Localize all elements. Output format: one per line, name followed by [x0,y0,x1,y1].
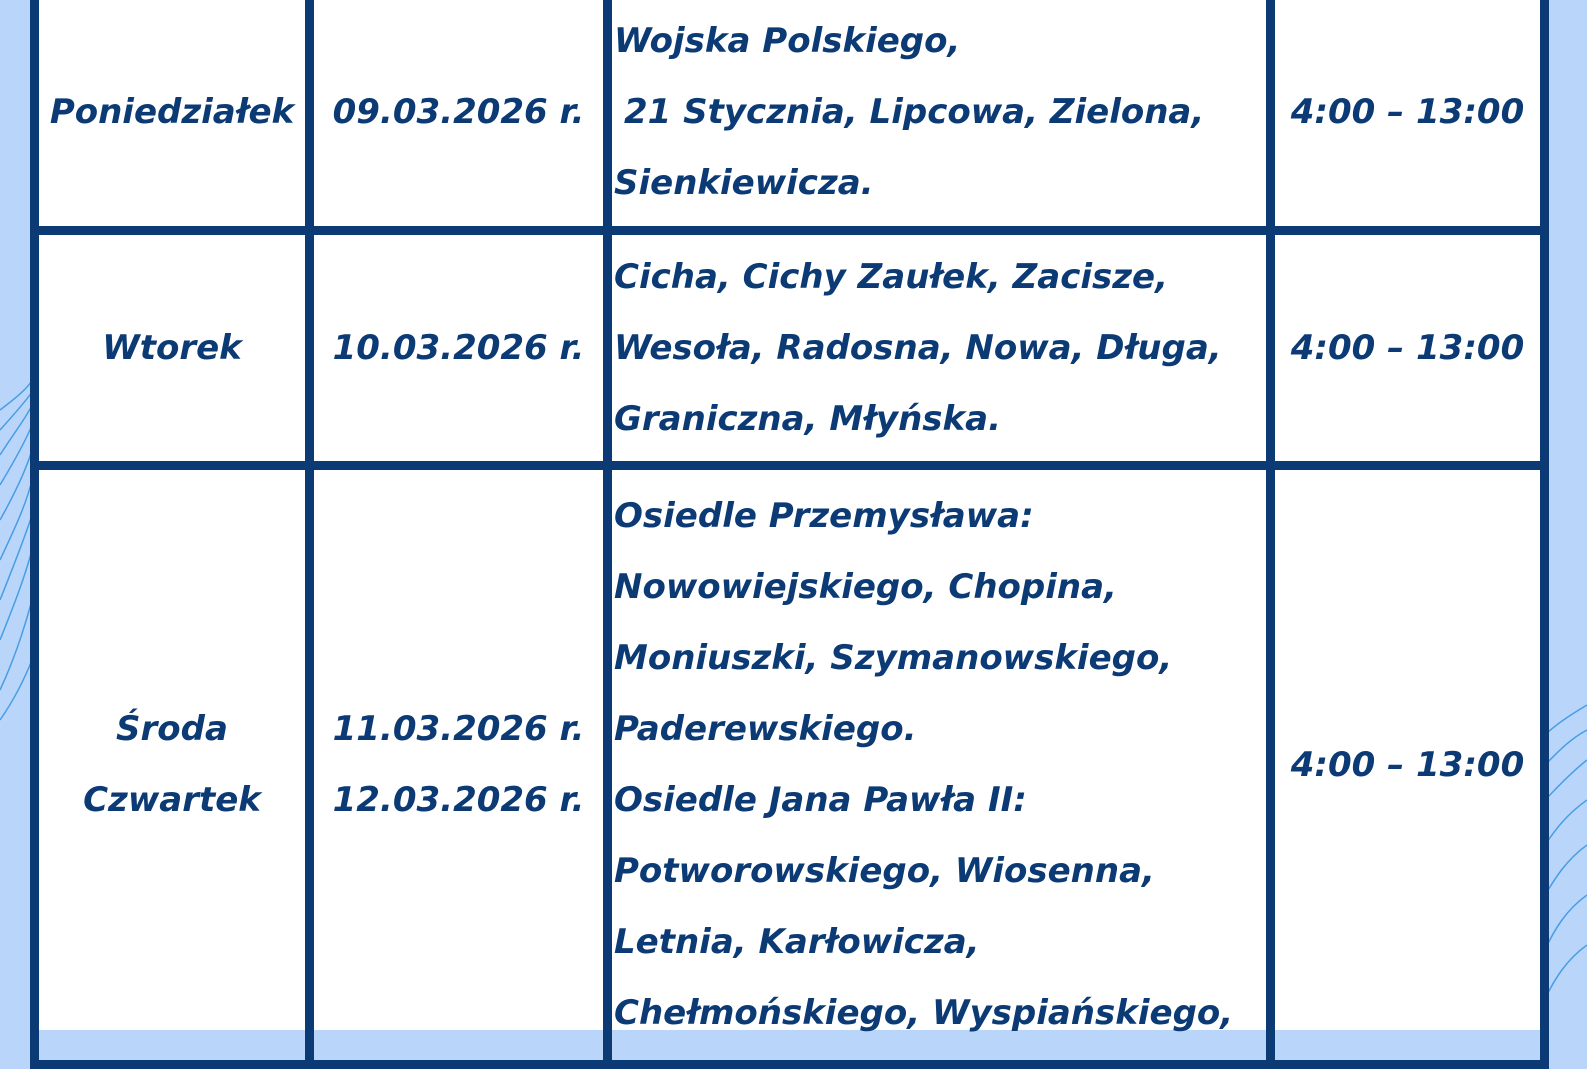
date-label: 12.03.2026 r. [332,780,585,820]
day-cell [35,466,310,1065]
date-cell [310,466,608,1065]
hours-label: 4:00 – 13:00 [1290,744,1525,785]
hours-cell [1271,0,1545,231]
street-line: Sienkiewicza. [614,163,874,203]
date-label: 09.03.2026 r. [332,92,585,132]
table-row [35,466,1545,1065]
table-row [35,231,1545,466]
streets-cell [608,466,1271,1065]
hours-cell [1271,466,1545,1065]
street-line: 21 Stycznia, Lipcowa, Zielona, [624,92,1205,132]
table-row [35,0,1545,231]
street-line: Letnia, Karłowicza, [614,922,980,962]
street-line: Wojska Polskiego, [614,21,961,61]
street-line: Nowowiejskiego, Chopina, [614,567,1117,607]
estate-heading: Osiedle Przemysława: [614,496,1034,536]
hours-cell [1271,231,1545,466]
streets-cell [608,231,1271,466]
date-cell [310,231,608,466]
street-line: Graniczna, Młyńska. [614,398,1001,439]
streets-cell [608,0,1271,231]
street-line: Moniuszki, Szymanowskiego, [614,638,1173,678]
date-cell [310,0,608,231]
street-line: Cicha, Cichy Zaułek, Zacisze, [614,256,1169,297]
day-cell [35,0,310,231]
schedule-table-container [30,0,1540,1033]
hours-label: 4:00 – 13:00 [1290,327,1525,368]
street-line: Chełmońskiego, Wyspiańskiego, [614,993,1234,1033]
street-line: Paderewskiego. [614,709,917,749]
day-label: Środa [116,709,228,749]
estate-heading: Osiedle Jana Pawła II: [614,780,1027,820]
date-label: 10.03.2026 r. [332,327,585,368]
hours-label: 4:00 – 13:00 [1290,92,1525,132]
street-line: Wesoła, Radosna, Nowa, Długa, [614,327,1222,368]
day-cell [35,231,310,466]
waste-collection-schedule-table [30,0,1549,1069]
day-label: Czwartek [83,780,261,820]
day-label: Wtorek [102,327,242,368]
street-line: Potworowskiego, Wiosenna, [614,851,1155,891]
day-label: Poniedziałek [49,92,295,132]
date-label: 11.03.2026 r. [332,709,585,749]
